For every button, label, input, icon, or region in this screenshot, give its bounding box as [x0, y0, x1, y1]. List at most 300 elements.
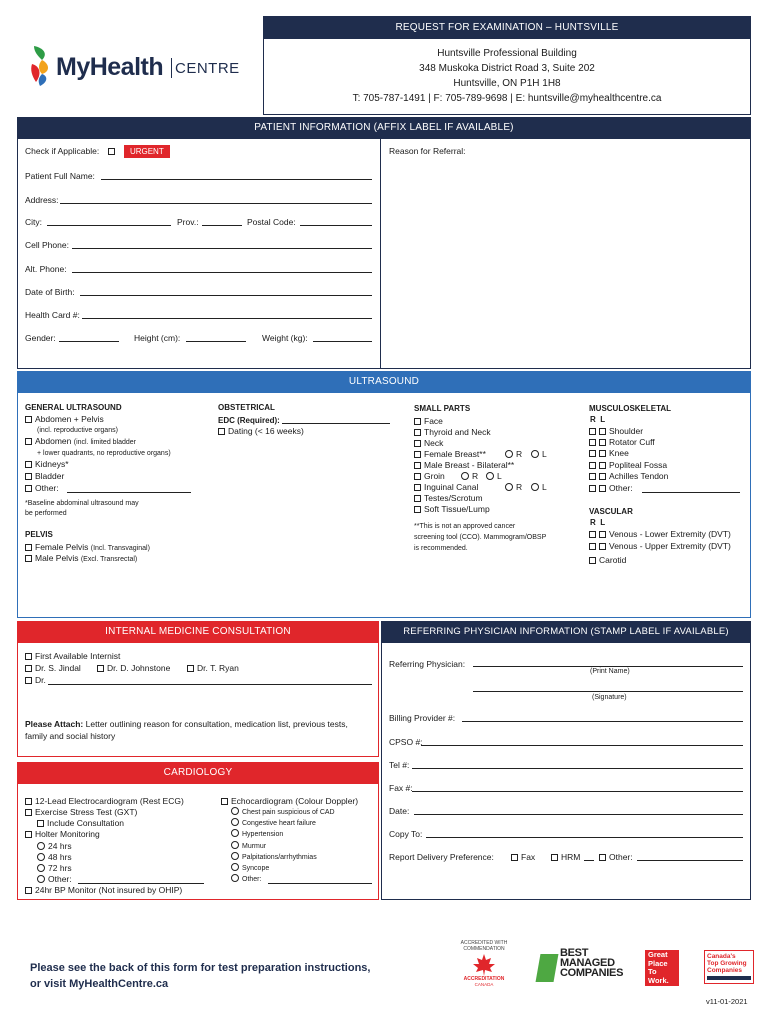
venous-lower-l-checkbox[interactable]: [599, 531, 606, 538]
dob-field[interactable]: [80, 295, 372, 296]
obstetrical-heading: OBSTETRICAL: [218, 403, 275, 412]
echo-palpitations[interactable]: [231, 852, 317, 863]
attach-text-2: family and social history: [25, 731, 116, 741]
edc-label: EDC (Required):: [218, 416, 280, 425]
echo-other[interactable]: [231, 874, 261, 885]
address-label: Address:: [25, 195, 59, 205]
bp-monitor-option[interactable]: [25, 885, 182, 896]
ecg-checkbox[interactable]: [25, 798, 32, 805]
female-pelvis-checkbox[interactable]: [25, 544, 32, 551]
include-consult-checkbox[interactable]: [37, 820, 44, 827]
general-other-option[interactable]: [25, 483, 59, 494]
bp-monitor-checkbox[interactable]: [25, 887, 32, 894]
echo-option[interactable]: [221, 796, 358, 807]
inguinal-l-radio[interactable]: [531, 483, 539, 491]
clinic-address: [263, 46, 751, 106]
alt-phone-field[interactable]: [72, 272, 372, 273]
groin-l[interactable]: [486, 471, 502, 482]
referring-physician-title: REFERRING PHYSICIAN INFORMATION (STAMP LABEL IF AVAILABLE): [403, 626, 729, 637]
delivery-hrm-label: HRM: [561, 852, 581, 862]
carotid-option[interactable]: [589, 555, 626, 566]
signature-field[interactable]: [473, 691, 743, 692]
city-label: City:: [25, 217, 42, 227]
echo-hypertension[interactable]: [231, 829, 283, 840]
holter-48-option[interactable]: [37, 852, 72, 863]
soft-tissue-label: Soft Tissue/Lump: [424, 504, 490, 514]
delivery-hrm-option[interactable]: [551, 852, 580, 863]
city-field[interactable]: [47, 225, 171, 226]
logo-mark-icon: [30, 44, 52, 86]
patient-name-label: Patient Full Name:: [25, 171, 95, 181]
health-card-field[interactable]: [82, 318, 372, 319]
msk-other-option[interactable]: [589, 483, 633, 494]
l-label: L: [497, 471, 502, 481]
stress-test-option[interactable]: [25, 807, 137, 818]
echo-checkbox[interactable]: [221, 798, 228, 805]
hypertension-label: Hypertension: [242, 831, 284, 838]
r-label: R: [472, 471, 479, 481]
soft-tissue-checkbox[interactable]: [414, 506, 421, 513]
rotator-cuff-label: Rotator Cuff: [609, 437, 655, 447]
female-breast-checkbox[interactable]: [414, 451, 421, 458]
thyroid-option[interactable]: [414, 427, 491, 438]
holter-72-radio[interactable]: [37, 864, 45, 872]
dr-johnstone-checkbox[interactable]: [97, 665, 104, 672]
address-field[interactable]: [60, 203, 372, 204]
msk-rl-header: R L: [590, 415, 606, 424]
echo-chf[interactable]: [231, 818, 316, 829]
popliteal-option[interactable]: [589, 460, 667, 471]
dr-ryan-option[interactable]: [187, 663, 239, 674]
holter-24-radio[interactable]: [37, 842, 45, 850]
shoulder-label: Shoulder: [609, 426, 644, 436]
address-line-1: Huntsville Professional Building: [437, 48, 577, 59]
rotator-r-checkbox[interactable]: [589, 439, 596, 446]
first-internist-option[interactable]: [25, 651, 120, 662]
footer-line-1: Please see the back of this form for test preparation instructions,: [30, 962, 371, 974]
female-pelvis-label: Female Pelvis: [35, 542, 89, 552]
abdomen-pelvis-option[interactable]: [25, 414, 104, 425]
cpso-field[interactable]: [421, 745, 743, 746]
holter-48-radio[interactable]: [37, 853, 45, 861]
vascular-heading: VASCULAR: [589, 507, 633, 516]
ctg-band: [707, 976, 751, 980]
dr-jindal-option[interactable]: [25, 663, 81, 674]
holter-checkbox[interactable]: [25, 831, 32, 838]
venous-upper-r-checkbox[interactable]: [589, 543, 596, 550]
inguinal-checkbox[interactable]: [414, 484, 421, 491]
date-field[interactable]: [414, 814, 743, 815]
male-pelvis-label: Male Pelvis: [35, 553, 79, 563]
gptw-line-3: To: [648, 967, 657, 976]
chest-pain-radio[interactable]: [231, 807, 239, 815]
venous-lower-r-checkbox[interactable]: [589, 531, 596, 538]
cpso-label: CPSO #:: [389, 737, 423, 747]
patient-info-header: [17, 117, 751, 139]
holter-label: Holter Monitoring: [35, 829, 100, 839]
achilles-r-checkbox[interactable]: [589, 473, 596, 480]
cardiology-title: CARDIOLOGY: [163, 767, 233, 778]
ecg-option[interactable]: [25, 796, 184, 807]
inguinal-r[interactable]: [505, 482, 522, 493]
inguinal-r-radio[interactable]: [505, 483, 513, 491]
face-label: Face: [424, 416, 443, 426]
bmc-line-3: COMPANIES: [560, 967, 624, 979]
date-label: Date:: [389, 806, 410, 816]
logo-divider: [171, 58, 172, 78]
contact-line: T: 705-787-1491 | F: 705-789-9698 | E: huntsville@myhealthcentre.ca: [352, 93, 662, 104]
best-managed-logo: [538, 947, 624, 984]
venous-lower-label: Venous - Lower Extremity (DVT): [609, 529, 731, 539]
weight-field[interactable]: [313, 341, 372, 342]
venous-upper-option[interactable]: [589, 541, 731, 552]
gender-label: Gender:: [25, 333, 56, 343]
male-pelvis-checkbox[interactable]: [25, 555, 32, 562]
face-checkbox[interactable]: [414, 418, 421, 425]
fax-label: Fax #:: [389, 783, 413, 793]
echo-murmur[interactable]: [231, 841, 266, 852]
ultrasound-header: [17, 371, 751, 393]
logo-suffix: CENTRE: [175, 60, 240, 77]
billing-label: Billing Provider #:: [389, 713, 456, 723]
fax-field[interactable]: [412, 791, 743, 792]
groin-l-radio[interactable]: [486, 472, 494, 480]
rotator-l-checkbox[interactable]: [599, 439, 606, 446]
cell-field[interactable]: [72, 248, 372, 249]
logo: [30, 44, 250, 86]
attach-text: Letter outlining reason for consultation, medication list, previous tests,: [85, 719, 348, 729]
dr-johnstone-label: Dr. D. Johnstone: [107, 663, 171, 673]
dr-jindal-label: Dr. S. Jindal: [35, 663, 81, 673]
dating-option[interactable]: [218, 426, 304, 437]
postal-field[interactable]: [300, 225, 372, 226]
carotid-checkbox[interactable]: [589, 557, 596, 564]
weight-label: Weight (kg):: [262, 333, 308, 343]
dr-other-checkbox[interactable]: [25, 677, 32, 684]
delivery-other-option[interactable]: [599, 852, 633, 863]
knee-option[interactable]: [589, 448, 629, 459]
accreditation-logo: [455, 940, 513, 992]
edc-field[interactable]: [282, 423, 390, 424]
bladder-label: Bladder: [35, 471, 65, 481]
holter-other-radio[interactable]: [37, 875, 45, 883]
patient-info-title: PATIENT INFORMATION (AFFIX LABEL IF AVAILABLE): [254, 122, 514, 133]
chf-label: Congestive heart failure: [242, 820, 316, 827]
general-other-checkbox[interactable]: [25, 485, 32, 492]
great-place-to-work-logo: [645, 950, 679, 986]
holter-other-field[interactable]: [78, 883, 204, 884]
achilles-option[interactable]: [589, 471, 668, 482]
holter-option[interactable]: [25, 829, 100, 840]
female-breast-label: Female Breast**: [424, 449, 486, 459]
knee-r-checkbox[interactable]: [589, 450, 596, 457]
prov-label: Prov.:: [177, 217, 199, 227]
msk-other-field[interactable]: [642, 492, 740, 493]
female-breast-l[interactable]: [531, 449, 547, 460]
holter-72-option[interactable]: [37, 863, 72, 874]
dr-johnstone-option[interactable]: [97, 663, 170, 674]
urgent-checkbox[interactable]: [108, 148, 115, 155]
patient-divider: [380, 139, 381, 369]
l-label: L: [542, 482, 547, 492]
referring-physician-label: Referring Physician:: [389, 659, 466, 669]
l-label: L: [542, 449, 547, 459]
male-pelvis-option[interactable]: [25, 553, 137, 565]
male-breast-checkbox[interactable]: [414, 462, 421, 469]
female-pelvis-note: (Incl. Transvaginal): [90, 545, 150, 552]
tel-label: Tel #:: [389, 760, 410, 770]
knee-l-checkbox[interactable]: [599, 450, 606, 457]
internal-medicine-header: [17, 621, 379, 643]
health-card-label: Health Card #:: [25, 310, 80, 320]
achilles-l-checkbox[interactable]: [599, 473, 606, 480]
musculoskeletal-heading: MUSCULOSKELETAL: [589, 404, 672, 413]
soft-tissue-option[interactable]: [414, 504, 490, 515]
r-label: R: [516, 449, 523, 459]
thyroid-checkbox[interactable]: [414, 429, 421, 436]
male-pelvis-note: (Excl. Transrectal): [80, 556, 138, 563]
patient-name-field[interactable]: [101, 179, 372, 180]
gptw-line-1: Great: [648, 950, 668, 959]
dr-other-field[interactable]: [48, 684, 372, 685]
attach-note: [25, 719, 348, 730]
echo-chest-pain[interactable]: [231, 807, 335, 818]
abdomen-pelvis-label: Abdomen + Pelvis: [35, 414, 104, 424]
bladder-option[interactable]: [25, 471, 64, 482]
echo-syncope[interactable]: [231, 863, 269, 874]
echo-other-radio[interactable]: [231, 874, 239, 882]
achilles-label: Achilles Tendon: [609, 471, 669, 481]
delivery-other-label: Other:: [609, 852, 633, 862]
hypertension-radio[interactable]: [231, 829, 239, 837]
neck-label: Neck: [424, 438, 444, 448]
inguinal-l[interactable]: [531, 482, 547, 493]
header-title-bar: [263, 16, 751, 39]
neck-option[interactable]: [414, 438, 443, 449]
gptw-line-2: Place: [648, 958, 668, 968]
screening-note-2: screening tool (CCO). Mammogram/OBSP: [414, 534, 547, 541]
knee-label: Knee: [609, 448, 629, 458]
prov-field[interactable]: [202, 225, 242, 226]
shoulder-r-checkbox[interactable]: [589, 428, 596, 435]
general-other-field[interactable]: [67, 492, 191, 493]
abdomen-pelvis-note: (incl. reproductive organs): [37, 427, 118, 434]
groin-r-radio[interactable]: [461, 472, 469, 480]
kidneys-checkbox[interactable]: [25, 461, 32, 468]
accr-text-2: COMMENDATION: [463, 946, 505, 952]
copy-to-label: Copy To:: [389, 829, 423, 839]
carotid-label: Carotid: [599, 555, 627, 565]
pelvis-heading: PELVIS: [25, 530, 53, 539]
delivery-other-checkbox[interactable]: [599, 854, 606, 861]
accr-text-1: ACCREDITED WITH: [460, 940, 508, 946]
groin-checkbox[interactable]: [414, 473, 421, 480]
venous-lower-option[interactable]: [589, 529, 731, 540]
murmur-radio[interactable]: [231, 841, 239, 849]
shoulder-l-checkbox[interactable]: [599, 428, 606, 435]
dr-jindal-checkbox[interactable]: [25, 665, 32, 672]
ctg-line-1: Canada's: [707, 953, 736, 960]
abdomen-pelvis-checkbox[interactable]: [25, 416, 32, 423]
delivery-hrm-checkbox[interactable]: [551, 854, 558, 861]
delivery-other-field[interactable]: [637, 860, 743, 861]
stress-test-checkbox[interactable]: [25, 809, 32, 816]
holter-other-option[interactable]: [37, 874, 72, 885]
billing-field[interactable]: [462, 721, 743, 722]
rotator-cuff-option[interactable]: [589, 437, 655, 448]
ctg-line-2: Top Growing: [707, 960, 747, 967]
delivery-fax-option[interactable]: [511, 852, 535, 863]
logo-text: MyHealth: [56, 53, 164, 81]
venous-upper-l-checkbox[interactable]: [599, 543, 606, 550]
venous-upper-label: Venous - Upper Extremity (DVT): [609, 541, 731, 551]
delivery-fax-checkbox[interactable]: [511, 854, 518, 861]
bmc-line-2: MANAGED: [560, 957, 615, 969]
screening-note-3: is recommended.: [414, 545, 468, 552]
murmur-label: Murmur: [242, 843, 267, 850]
cell-label: Cell Phone:: [25, 240, 69, 250]
echo-label: Echocardiogram (Colour Doppler): [231, 796, 359, 806]
general-other-label: Other:: [35, 483, 59, 493]
reason-referral-label: Reason for Referral:: [389, 146, 466, 156]
general-ultrasound-heading: GENERAL ULTRASOUND: [25, 403, 122, 412]
shoulder-option[interactable]: [589, 426, 643, 437]
delivery-hrm-field[interactable]: [584, 860, 594, 861]
abdomen-checkbox[interactable]: [25, 438, 32, 445]
screening-note-1: **This is not an approved cancer: [414, 523, 516, 530]
groin-option[interactable]: [414, 471, 445, 482]
female-breast-r-radio[interactable]: [505, 450, 513, 458]
palpitations-radio[interactable]: [231, 852, 239, 860]
inguinal-label: Inguinal Canal: [424, 482, 479, 492]
dob-label: Date of Birth:: [25, 287, 75, 297]
address-line-2: 348 Muskoka District Road 3, Suite 202: [419, 63, 595, 74]
accr-text-3: ACCREDITATION: [463, 976, 505, 982]
holter-48-label: 48 hrs: [48, 852, 72, 862]
abdomen-note-2: + lower quadrants, no reproductive organs): [37, 450, 171, 457]
alt-phone-label: Alt. Phone:: [25, 264, 67, 274]
attach-label: Please Attach:: [25, 719, 84, 729]
ultrasound-title: ULTRASOUND: [348, 376, 420, 387]
dr-other-label: Dr.: [35, 675, 46, 685]
urgent-row: [25, 145, 170, 158]
bmc-ribbon: [536, 954, 559, 982]
palpitations-label: Palpitations/arrhythmias: [242, 854, 317, 861]
bmc-line-1: BEST: [560, 947, 589, 959]
include-consult-label: Include Consultation: [47, 818, 125, 828]
chf-radio[interactable]: [231, 818, 239, 826]
groin-label: Groin: [424, 471, 445, 481]
bp-monitor-label: 24hr BP Monitor (Not insured by OHIP): [35, 885, 183, 895]
dating-checkbox[interactable]: [218, 428, 225, 435]
female-breast-l-radio[interactable]: [531, 450, 539, 458]
female-breast-r[interactable]: [505, 449, 522, 460]
baseline-note-2: be performed: [25, 510, 67, 517]
delivery-fax-label: Fax: [521, 852, 536, 862]
face-option[interactable]: [414, 416, 443, 427]
top-growing-logo: [704, 950, 754, 984]
bladder-checkbox[interactable]: [25, 473, 32, 480]
first-internist-checkbox[interactable]: [25, 653, 32, 660]
accr-text-4: CANADA: [474, 982, 494, 987]
vascular-rl-header: R L: [590, 518, 606, 527]
testes-label: Testes/Scrotum: [424, 493, 483, 503]
delivery-pref-row: [389, 852, 494, 863]
cardiology-header: [17, 762, 379, 784]
chest-pain-label: Chest pain suspicious of CAD: [242, 809, 335, 816]
referring-physician-header: [381, 621, 751, 643]
popliteal-r-checkbox[interactable]: [589, 462, 596, 469]
thyroid-label: Thyroid and Neck: [424, 427, 491, 437]
print-name-caption: (Print Name): [590, 668, 630, 675]
dating-label: Dating (< 16 weeks): [228, 426, 304, 436]
holter-other-label: Other:: [48, 874, 72, 884]
popliteal-l-checkbox[interactable]: [599, 462, 606, 469]
bmc-text: [560, 948, 623, 978]
r-label: R: [516, 482, 523, 492]
first-internist-label: First Available Internist: [35, 651, 121, 661]
stress-test-label: Exercise Stress Test (GXT): [35, 807, 138, 817]
ctg-line-3: Companies: [707, 967, 743, 974]
dr-ryan-label: Dr. T. Ryan: [197, 663, 239, 673]
height-label: Height (cm):: [134, 333, 181, 343]
testes-option[interactable]: [414, 493, 483, 504]
postal-label: Postal Code:: [247, 217, 296, 227]
delivery-pref-label: Report Delivery Preference:: [389, 852, 494, 862]
male-breast-label: Male Breast - Bilateral**: [424, 460, 515, 470]
referring-physician-field[interactable]: [473, 666, 743, 667]
footer-line-2: or visit MyHealthCentre.ca: [30, 978, 169, 990]
groin-r[interactable]: [461, 471, 478, 482]
testes-checkbox[interactable]: [414, 495, 421, 502]
msk-other-l-checkbox[interactable]: [599, 485, 606, 492]
holter-24-label: 24 hrs: [48, 841, 72, 851]
copy-to-field[interactable]: [426, 837, 743, 838]
syncope-label: Syncope: [242, 865, 270, 872]
check-applicable-label: Check if Applicable:: [25, 146, 100, 156]
signature-caption: (Signature): [592, 694, 627, 701]
inguinal-option[interactable]: [414, 482, 478, 493]
msk-other-r-checkbox[interactable]: [589, 485, 596, 492]
msk-other-label: Other:: [609, 483, 633, 493]
echo-other-field[interactable]: [268, 883, 372, 884]
neck-checkbox[interactable]: [414, 440, 421, 447]
abdomen-label: Abdomen: [35, 436, 72, 446]
urgent-badge: URGENT: [124, 145, 170, 158]
syncope-radio[interactable]: [231, 863, 239, 871]
gender-field[interactable]: [59, 341, 119, 342]
baseline-note-1: *Baseline abdominal ultrasound may: [25, 500, 139, 507]
abdomen-note: (incl. limited bladder: [73, 439, 137, 446]
male-breast-option[interactable]: [414, 460, 514, 471]
tel-field[interactable]: [412, 768, 743, 769]
dr-ryan-checkbox[interactable]: [187, 665, 194, 672]
gptw-line-4: Work.: [648, 975, 669, 985]
dr-other-option[interactable]: [25, 675, 46, 686]
footer-instructions: [30, 960, 370, 992]
height-field[interactable]: [186, 341, 246, 342]
ecg-label: 12-Lead Electrocardiogram (Rest ECG): [35, 796, 184, 806]
version-label: v11-01-2021: [706, 997, 748, 1006]
female-breast-option[interactable]: [414, 449, 486, 460]
abdomen-option[interactable]: [25, 436, 136, 448]
holter-24-option[interactable]: [37, 841, 72, 852]
popliteal-label: Popliteal Fossa: [609, 460, 668, 470]
include-consult-option[interactable]: [37, 818, 124, 829]
kidneys-label: Kidneys*: [35, 459, 69, 469]
kidneys-option[interactable]: [25, 459, 69, 470]
address-line-3: Huntsville, ON P1H 1H8: [453, 78, 561, 89]
